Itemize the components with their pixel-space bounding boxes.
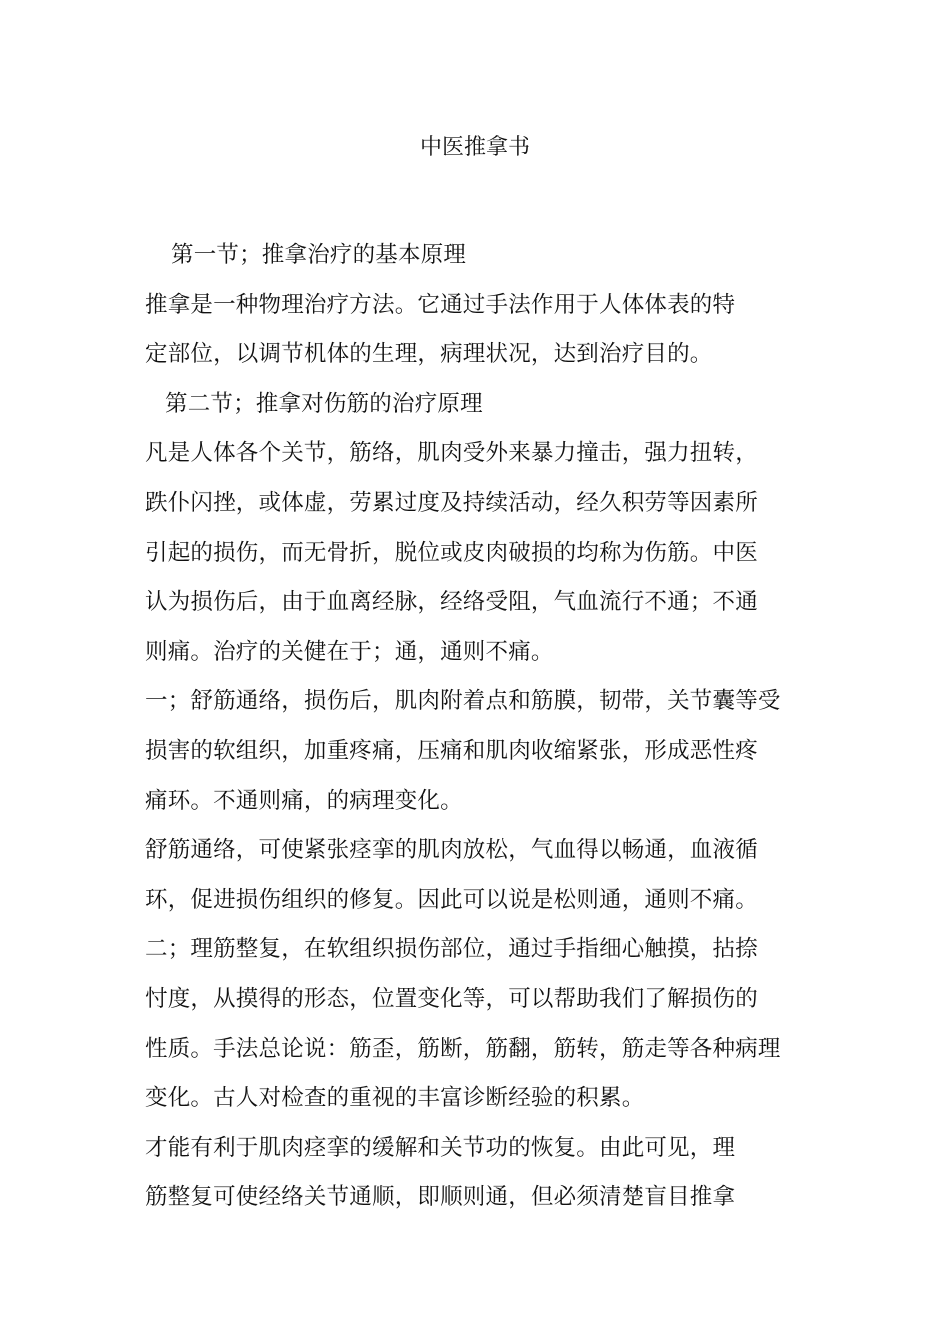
text-line: 损害的软组织，加重疼痛，压痛和肌肉收缩紧张，形成恶性疼: [145, 737, 758, 764]
text-line: 凡是人体各个关节，筋络，肌肉受外来暴力撞击，强力扭转，: [145, 440, 758, 467]
text-line: 筋整复可使经络关节通顺，即顺则通，但必须清楚盲目推拿: [145, 1184, 736, 1211]
text-line: 才能有利于肌肉痉挛的缓解和关节功的恢复。由此可见，理: [145, 1134, 736, 1161]
text-line: 推拿是一种物理治疗方法。它通过手法作用于人体体表的特: [145, 291, 736, 318]
text-line: 跌仆闪挫，或体虚，劳累过度及持续活动，经久积劳等因素所: [145, 489, 758, 516]
text-line: 一；舒筋通络，损伤后，肌肉附着点和筋膜，韧带，关节囊等受: [145, 688, 781, 715]
text-line: 则痛。治疗的关健在于；通，通则不痛。: [145, 638, 554, 665]
text-line: 忖度，从摸得的形态，位置变化等，可以帮助我们了解损伤的: [145, 985, 758, 1012]
text-line: 性质。手法总论说：筋歪，筋断，筋翻，筋转，筋走等各种病理: [145, 1035, 781, 1062]
text-line: 定部位，以调节机体的生理，病理状况，达到治疗目的。: [145, 341, 713, 368]
text-line: 变化。古人对检查的重视的丰富诊断经验的积累。: [145, 1085, 645, 1112]
document-title: 中医推拿书: [419, 135, 530, 160]
text-line: 环，促进损伤组织的修复。因此可以说是松则通，通则不痛。: [145, 886, 758, 913]
text-line: 舒筋通络，可使紧张痉挛的肌肉放松，气血得以畅通，血液循: [145, 837, 758, 864]
document-body: [145, 231, 810, 1223]
section-heading-1: 第一节；推拿治疗的基本原理: [171, 242, 467, 268]
text-line: 认为损伤后，由于血离经脉，经络受阻，气血流行不通；不通: [145, 589, 758, 616]
text-line: 二；理筋整复，在软组织损伤部位，通过手指细心触摸，拈捺: [145, 936, 758, 963]
section-heading-2: 第二节；推拿对伤筋的治疗原理: [165, 390, 483, 417]
text-line: 痛环。不通则痛，的病理变化。: [145, 787, 463, 814]
text-line: 引起的损伤，而无骨折，脱位或皮肉破损的均称为伤筋。中医: [145, 539, 758, 566]
